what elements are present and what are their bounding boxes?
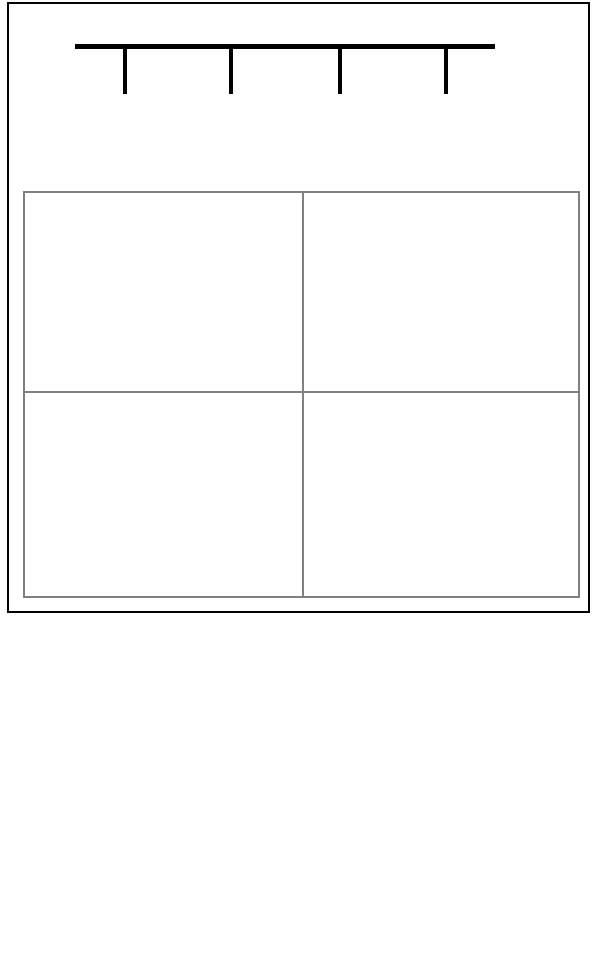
config-line (314, 804, 322, 824)
router-icon-r2 (192, 88, 268, 132)
config-line (46, 924, 54, 944)
config-line (314, 564, 322, 584)
config-line (314, 364, 322, 384)
table-divider-horizontal (23, 391, 580, 393)
config-line (46, 864, 54, 884)
config-panel-r4 (314, 404, 322, 964)
config-line (46, 364, 54, 384)
config-line (46, 564, 54, 584)
config-line (314, 924, 322, 944)
config-title (314, 444, 322, 464)
config-line (314, 624, 322, 644)
table-divider-vertical (302, 191, 304, 598)
router-icon-r3 (301, 88, 377, 132)
config-panel-r2 (46, 404, 54, 964)
router-icon-r4 (407, 88, 483, 132)
drop-line-r1 (123, 46, 127, 94)
config-line (46, 684, 54, 704)
config-title (314, 244, 322, 264)
drop-line-r2 (229, 46, 233, 94)
drop-line-r3 (338, 46, 342, 94)
config-line (46, 624, 54, 644)
config-title (46, 244, 54, 264)
config-line (46, 804, 54, 824)
router-icon-r1 (86, 88, 162, 132)
config-line (314, 744, 322, 764)
drop-line-r4 (444, 46, 448, 94)
config-line (314, 864, 322, 884)
config-line (46, 744, 54, 764)
config-line (314, 684, 322, 704)
ethernet-bus (75, 44, 495, 49)
config-title (46, 444, 54, 464)
